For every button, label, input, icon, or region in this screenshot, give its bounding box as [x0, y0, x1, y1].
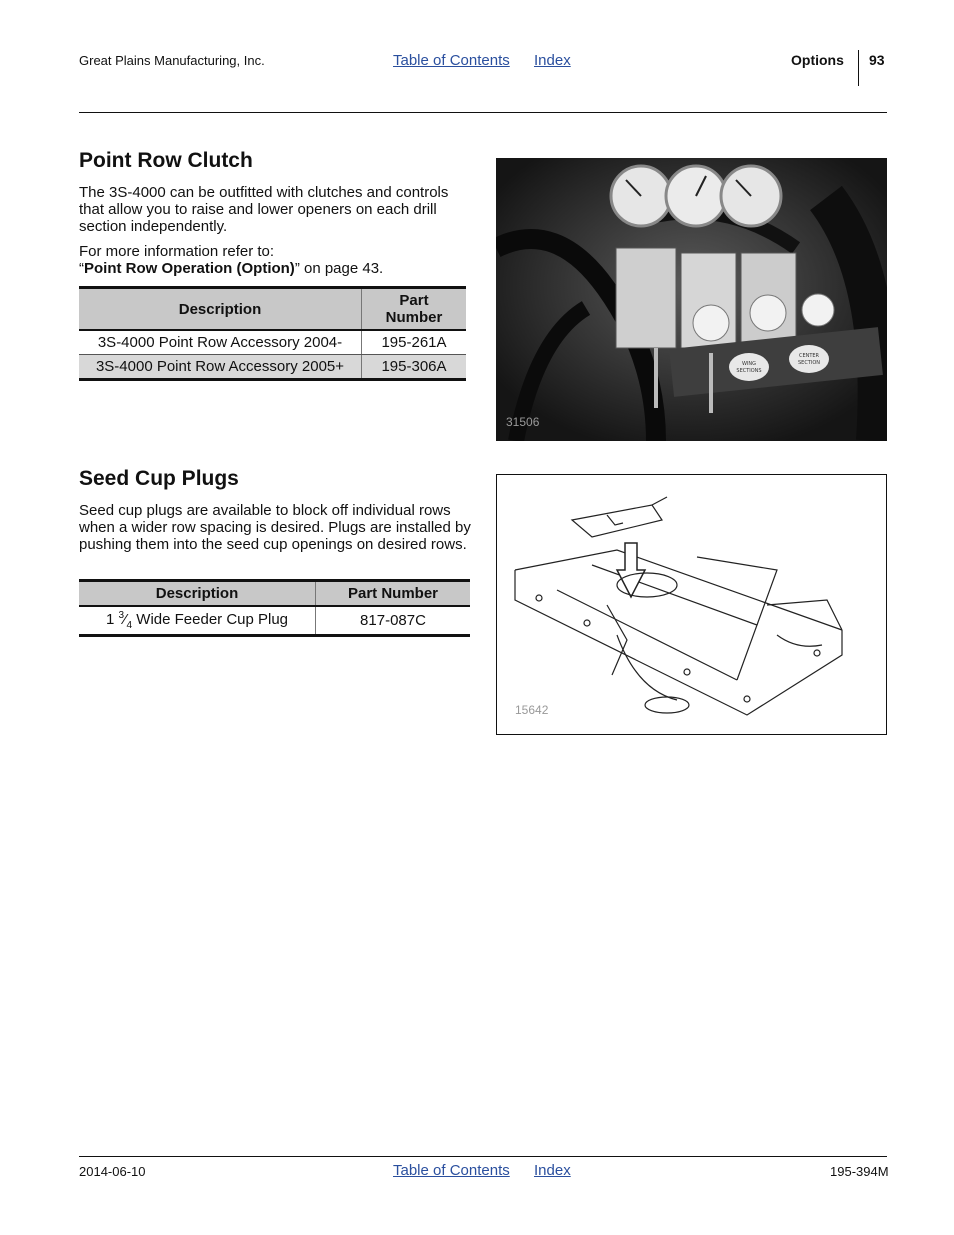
seed-cup-body: Seed cup plugs are available to block off individual rows when a wider row spacing is desired. Plugs are installed by pushing them into the seed cup openings on desired rows.: [79, 502, 471, 553]
seed-cup-heading: Seed Cup Plugs: [79, 467, 239, 490]
point-row-parts-table: [79, 286, 466, 381]
reference-open-quote: “: [79, 260, 84, 277]
header-toc-link[interactable]: Table of Contents: [393, 52, 510, 69]
footer-date: 2014-06-10: [79, 1164, 146, 1179]
hydraulic-valves-photo: [496, 158, 887, 441]
company-name: Great Plains Manufacturing, Inc.: [79, 53, 265, 68]
footer-index-link[interactable]: Index: [534, 1162, 571, 1179]
header-divider: [858, 50, 859, 86]
figure-number: 15642: [515, 703, 549, 717]
figure-number: 31506: [506, 415, 540, 429]
header-index-link[interactable]: Index: [534, 52, 571, 69]
table-row: [79, 606, 470, 636]
panel-label-center: CENTER: [798, 353, 820, 359]
reference-tail: ” on page 43.: [294, 260, 384, 277]
point-row-reference: [79, 243, 471, 277]
seed-cup-illustration: [497, 475, 886, 734]
row-description: 3S-4000 Point Row Accessory 2004-: [79, 330, 362, 355]
footer-toc-link[interactable]: Table of Contents: [393, 1162, 510, 1179]
col-header-description: Description: [79, 581, 316, 607]
table-row: [79, 330, 466, 355]
row-description: 3S-4000 Point Row Accessory 2005+: [79, 355, 362, 380]
point-row-operation-link[interactable]: Point Row Operation (Option): [84, 260, 295, 277]
section-title: Options: [791, 52, 844, 68]
row-description: 1 $^3⁄_4$ Wide Feeder Cup Plug: [79, 606, 316, 636]
footer-rule: [79, 1156, 887, 1157]
table-row: [79, 355, 466, 380]
row-part-number: 195-261A: [362, 330, 467, 355]
row-part-number: 195-306A: [362, 355, 467, 380]
page-number: 93: [869, 52, 885, 68]
document-number: 195-394M: [830, 1164, 889, 1179]
reference-intro: For more information refer to:: [79, 243, 275, 260]
panel-label-wing: WING: [741, 361, 757, 367]
point-row-body: The 3S-4000 can be outfitted with clutches and controls that allow you to raise and lower openers on each drill section independently.: [79, 184, 449, 235]
panel-label-center-line2: SECTION: [797, 360, 821, 366]
header-rule: [79, 112, 887, 113]
point-row-heading: Point Row Clutch: [79, 149, 253, 172]
hydraulic-valves-illustration: [496, 158, 887, 441]
col-header-description: Description: [79, 288, 362, 331]
col-header-part-number: Part Number: [316, 581, 471, 607]
col-header-part-number: Part Number: [362, 288, 467, 331]
panel-label-wing-line2: SECTIONS: [736, 368, 762, 374]
row-part-number: 817-087C: [316, 606, 471, 636]
seed-cup-diagram: [496, 474, 887, 735]
seed-cup-parts-table: [79, 579, 470, 637]
